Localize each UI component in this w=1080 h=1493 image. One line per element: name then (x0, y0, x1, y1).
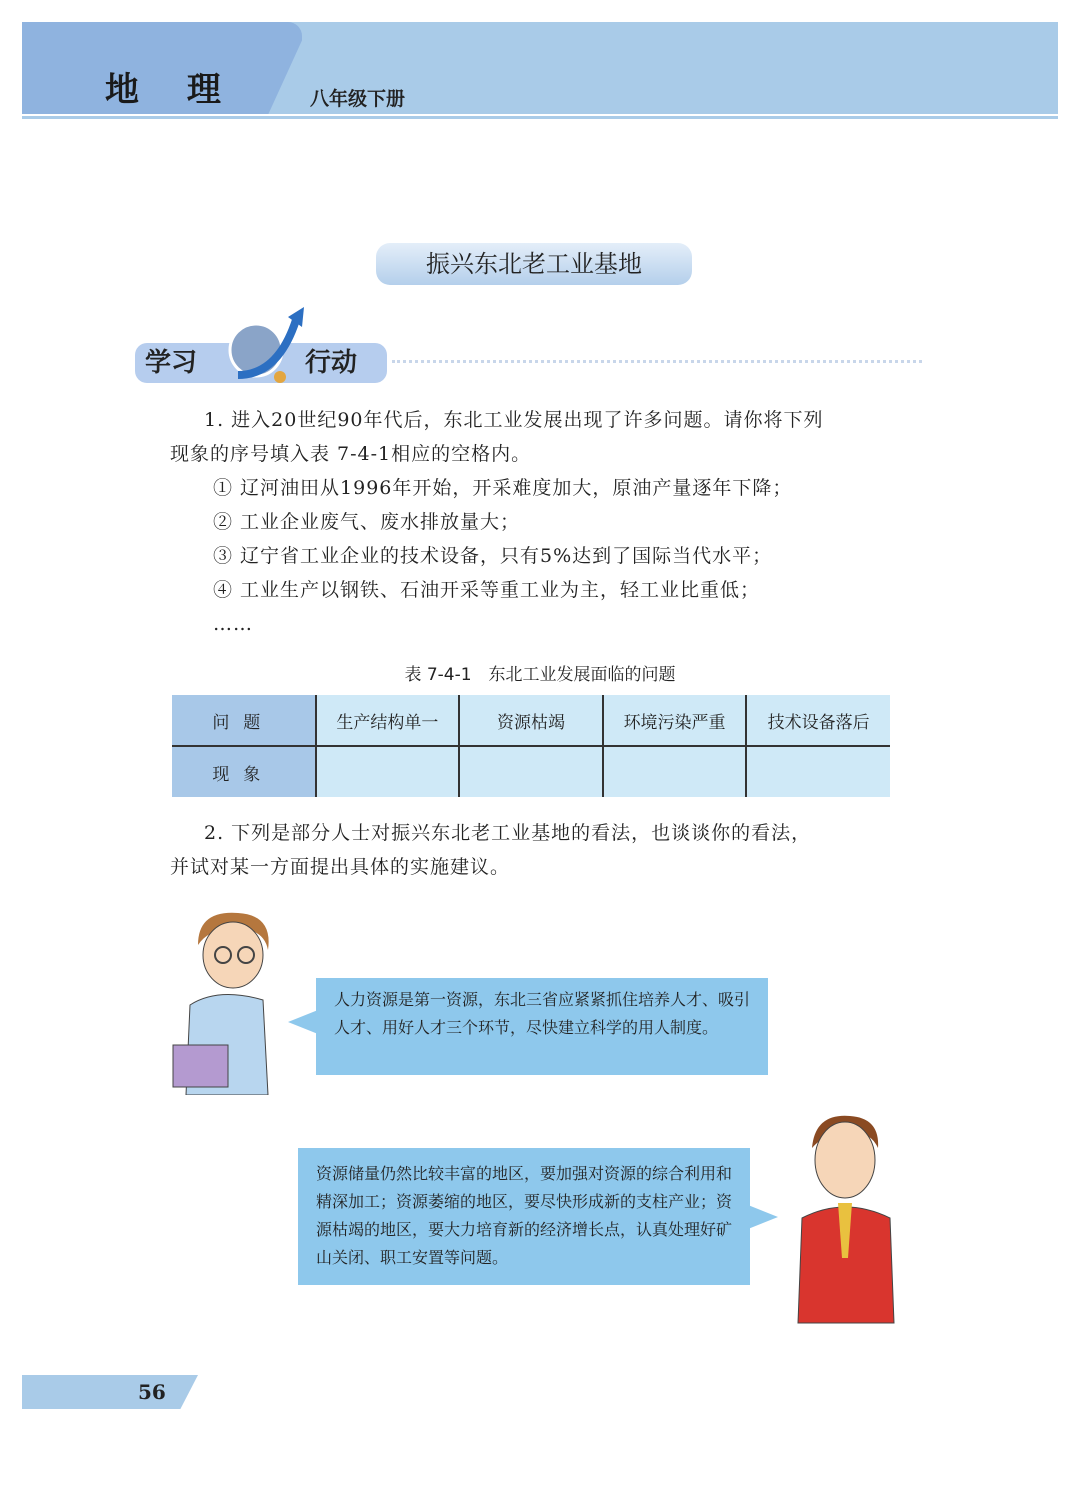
column-header: 生产结构单一 (316, 695, 460, 746)
speech-bubble-2: 资源储量仍然比较丰富的地区，要加强对资源的综合利用和精深加工；资源萎缩的地区，要尽快形成新的支柱产业；资源枯竭的地区，要大力培育新的经济增长点，认真处理好矿山关闭、职工安置等问题。 (298, 1148, 750, 1285)
column-header: 资源枯竭 (459, 695, 603, 746)
table-caption: 表 7-4-1 东北工业发展面临的问题 (404, 665, 676, 685)
problems-table (172, 695, 890, 797)
list-item: ① 辽河油田从1996年开始，开采难度加大，原油产量逐年下降； (213, 477, 793, 499)
answer-cell[interactable] (459, 746, 603, 797)
badge-left-text: 学习 (145, 348, 198, 378)
man-with-glasses-illustration (168, 905, 283, 1095)
q1-line: 现象的序号填入表 7-4-1相应的空格内。 (170, 443, 532, 465)
section-title: 振兴东北老工业基地 (376, 243, 692, 285)
q2-line: 2. 下列是部分人士对振兴东北老工业基地的看法，也谈谈你的看法， (204, 822, 812, 844)
answer-cell[interactable] (316, 746, 460, 797)
header-divider (22, 116, 1058, 119)
q1-line: 1. 进入20世纪90年代后，东北工业发展出现了许多问题。请你将下列 (204, 409, 824, 431)
column-header: 技术设备落后 (746, 695, 890, 746)
phenomena-list (213, 471, 792, 641)
bubble-pointer (288, 1010, 318, 1034)
list-item: …… (213, 613, 253, 635)
table-row (172, 746, 890, 797)
dotted-rule (392, 360, 922, 363)
row-header: 现象 (172, 746, 316, 797)
grade-label: 八年级下册 (310, 88, 406, 110)
list-item: ② 工业企业废气、废水排放量大； (213, 511, 521, 533)
answer-cell[interactable] (746, 746, 890, 797)
page-number: 56 (138, 1380, 166, 1404)
globe-arrow-icon (218, 305, 308, 390)
subject-title: 地 理 (105, 70, 239, 110)
table-row (172, 695, 890, 746)
list-item: ④ 工业生产以钢铁、石油开采等重工业为主，轻工业比重低； (213, 579, 761, 601)
question-1 (170, 403, 824, 471)
badge-right-text: 行动 (305, 348, 358, 378)
question-2 (170, 816, 811, 884)
q2-line: 并试对某一方面提出具体的实施建议。 (170, 856, 511, 878)
answer-cell[interactable] (603, 746, 747, 797)
column-header: 环境污染严重 (603, 695, 747, 746)
page-number-box (22, 1375, 198, 1409)
list-item: ③ 辽宁省工业企业的技术设备，只有5%达到了国际当代水平； (213, 545, 773, 567)
speech-bubble-1: 人力资源是第一资源，东北三省应紧紧抓住培养人才、吸引人才、用好人才三个环节，尽快建立科学的用人制度。 (316, 978, 768, 1075)
man-in-red-suit-illustration (790, 1108, 900, 1328)
bubble-pointer (748, 1205, 778, 1229)
row-header: 问题 (172, 695, 316, 746)
